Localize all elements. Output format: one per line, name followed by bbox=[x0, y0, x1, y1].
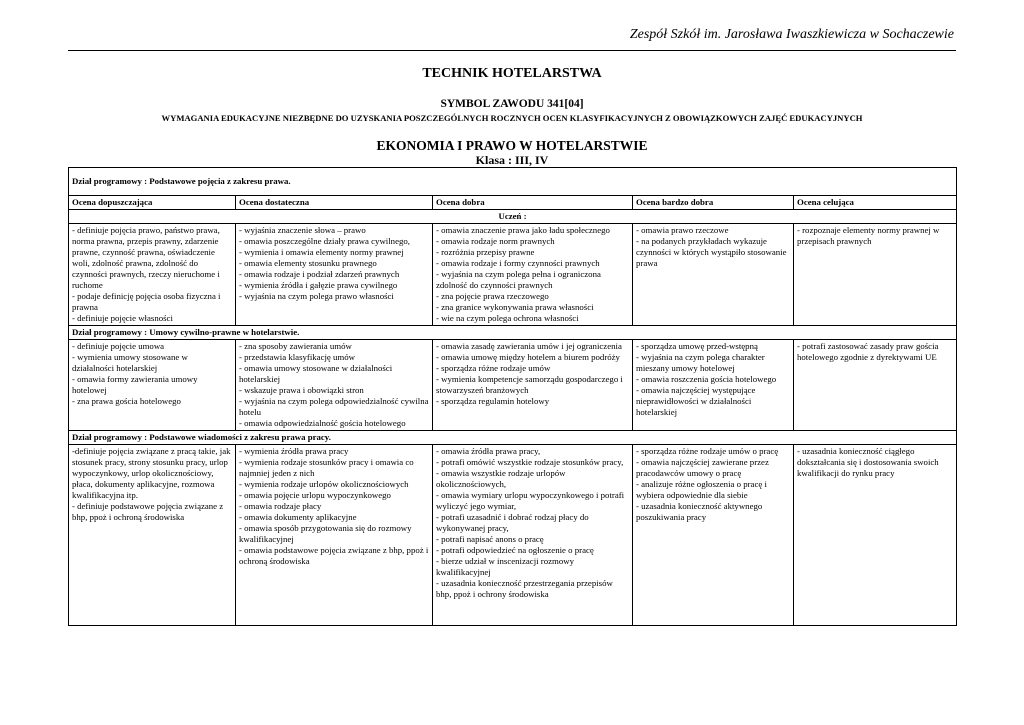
list-item: - omawia źródła prawa pracy, bbox=[436, 446, 541, 456]
list-item: - sporządza regulamin hotelowy bbox=[436, 396, 550, 406]
requirements-table bbox=[68, 167, 957, 626]
list-item: - wyjaśnia na czym polega prawo własności bbox=[239, 291, 394, 301]
list-item: - omawia rodzaje i podział zdarzeń prawnych bbox=[239, 269, 400, 279]
list-item: - wymienia źródła prawa pracy bbox=[239, 446, 349, 456]
list-item: - zna sposoby zawierania umów bbox=[239, 341, 352, 351]
grade-cell-dobra bbox=[433, 445, 633, 626]
list-item: - zna pojęcie prawa rzeczowego bbox=[436, 291, 549, 301]
list-item: - zna prawa gościa hotelowego bbox=[72, 396, 181, 406]
list-item: - omawia wymiary urlopu wypoczynkowego i potrafi wyliczyć jego wymiar, bbox=[436, 490, 625, 511]
table-row bbox=[69, 445, 957, 626]
list-item: - sporządza różne rodzaje umów o pracę bbox=[636, 446, 779, 456]
table-row bbox=[69, 224, 957, 326]
grade-cell-dostateczna bbox=[236, 445, 433, 626]
table-row bbox=[69, 340, 957, 431]
list-item: - omawia pojęcie urlopu wypoczynkowego bbox=[239, 490, 391, 500]
list-item: - omawia najczęściej zawierane przez pracodawców umowy o pracę bbox=[636, 457, 769, 478]
list-item: - wymienia rodzaje urlopów okolicznościowych bbox=[239, 479, 409, 489]
grade-cell-dobra bbox=[433, 340, 633, 431]
list-item: - omawia formy zawierania umowy hotelowej bbox=[72, 374, 198, 395]
requirements-heading: WYMAGANIA EDUKACYJNE NIEZBĘDNE DO UZYSKANIA POSZCZEGÓLNYCH ROCZNYCH OCEN KLASYFIKACYJNYCH Z OBOWIĄZKOWYCH ZAJĘĆ EDUKACYJNYCH bbox=[161, 113, 863, 123]
list-item: - definiuje pojęcie własności bbox=[72, 313, 173, 323]
list-item: - omawia rodzaje norm prawnych bbox=[436, 236, 555, 246]
grade-cell-celujaca bbox=[794, 224, 957, 326]
section-title: Dział programowy : Podstawowe pojęcia z zakresu prawa. bbox=[69, 168, 957, 196]
list-item: - wymienia umowy stosowane w działalności hotelarskiej bbox=[72, 352, 188, 373]
list-item: - potrafi zastosować zasady praw gościa hotelowego zgodnie z dyrektywami UE bbox=[797, 341, 939, 362]
column-header: Ocena bardzo dobra bbox=[633, 196, 794, 210]
uczen-label: Uczeń : bbox=[69, 210, 957, 224]
list-item: - bierze udział w inscenizacji rozmowy kwalifikacyjnej bbox=[436, 556, 575, 577]
list-item: - rozpoznaje elementy normy prawnej w przepisach prawnych bbox=[797, 225, 940, 246]
list-item: - omawia zasadę zawierania umów i jej ograniczenia bbox=[436, 341, 622, 351]
column-header: Ocena celująca bbox=[794, 196, 957, 210]
list-item: - wymienia i omawia elementy normy prawnej bbox=[239, 247, 404, 257]
list-item: - rozróżnia przepisy prawne bbox=[436, 247, 535, 257]
grade-cell-dopuszczajaca bbox=[69, 224, 236, 326]
list-item: - zna granice wykonywania prawa własności bbox=[436, 302, 594, 312]
list-item: - uzasadnia konieczność ciągłego dokształcania się i dostosowania swoich kwalifikacji do rynku pracy bbox=[797, 446, 939, 478]
list-item: - omawia roszczenia gościa hotelowego bbox=[636, 374, 777, 384]
list-item: - wyjaśnia na czym polega charakter mieszany umowy hotelowej bbox=[636, 352, 765, 373]
grade-cell-dopuszczajaca bbox=[69, 340, 236, 431]
list-item: - potrafi napisać anons o pracę bbox=[436, 534, 544, 544]
list-item: - uzasadnia konieczność aktywnego poszukiwania pracy bbox=[636, 501, 763, 522]
column-header: Ocena dobra bbox=[433, 196, 633, 210]
list-item: - potrafi odpowiedzieć na ogłoszenie o pracę bbox=[436, 545, 594, 555]
list-item: - omawia poszczególne działy prawa cywilnego, bbox=[239, 236, 410, 246]
list-item: - omawia rodzaje i formy czynności prawnych bbox=[436, 258, 600, 268]
school-name: Zespół Szkół im. Jarosława Iwaszkiewicza w Sochaczewie bbox=[629, 27, 954, 42]
list-item: - omawia sposób przygotowania się do rozmowy kwalifikacyjnej bbox=[239, 523, 412, 544]
list-item: - omawia wszystkie rodzaje urlopów okolicznościowych, bbox=[436, 468, 566, 489]
section-title: Dział programowy : Podstawowe wiadomości z zakresu prawa pracy. bbox=[69, 431, 957, 445]
list-item: -definiuje pojęcia związane z pracą takie, jak stosunek pracy, strony stosunku pracy, urlop wypoczynkowy, urlop okolicznościowy, płaca, dokumenty aplikacyjne, rozmowa kwalifikacyjna itp. bbox=[72, 446, 231, 500]
grade-cell-dopuszczajaca bbox=[69, 445, 236, 626]
list-item: - potrafi uzasadnić i dobrać rodzaj płacy do wykonywanej pracy, bbox=[436, 512, 589, 533]
list-item: - wyjaśnia na czym polega odpowiedzialność cywilna hotelu bbox=[239, 396, 429, 417]
list-item: - wymienia kompetencje samorządu gospodarczego i stowarzyszeń branżowych bbox=[436, 374, 623, 395]
list-item: - omawia odpowiedzialność gościa hotelowego bbox=[239, 418, 406, 428]
list-item: - wskazuje prawa i obowiązki stron bbox=[239, 385, 364, 395]
list-item: - wymienia źródła i gałęzie prawa cywilnego bbox=[239, 280, 398, 290]
list-item: - analizuje różne ogłoszenia o pracę i wybiera odpowiednie dla siebie bbox=[636, 479, 767, 500]
list-item: - uzasadnia konieczność przestrzegania przepisów bhp, ppoż i ochrony środowiska bbox=[436, 578, 613, 599]
list-item: - omawia dokumenty aplikacyjne bbox=[239, 512, 357, 522]
list-item: - omawia najczęściej występujące nieprawidłowości w działalności hotelarskiej bbox=[636, 385, 756, 417]
list-item: - omawia umowy stosowane w działalności hotelarskiej bbox=[239, 363, 393, 384]
grade-cell-dostateczna bbox=[236, 340, 433, 431]
section-title: Dział programowy : Umowy cywilno-prawne w hotelarstwie. bbox=[69, 326, 957, 340]
list-item: - wyjaśnia na czym polega pełna i ograniczona zdolność do czynności prawnych bbox=[436, 269, 601, 290]
header-divider bbox=[68, 50, 956, 51]
column-header: Ocena dopuszczająca bbox=[69, 196, 236, 210]
list-item: - definiuje podstawowe pojęcia związane z bhp, ppoż i ochroną środowiska bbox=[72, 501, 224, 522]
grade-cell-celujaca bbox=[794, 340, 957, 431]
list-item: - omawia prawo rzeczowe bbox=[636, 225, 729, 235]
grade-cell-bardzo-dobra bbox=[633, 224, 794, 326]
column-header: Ocena dostateczna bbox=[236, 196, 433, 210]
list-item: - potrafi omówić wszystkie rodzaje stosunków pracy, bbox=[436, 457, 624, 467]
list-item: - definiuje pojęcia prawo, państwo prawa, norma prawna, przepis prawny, zdarzenie prawne, czynność prawna, oświadczenie woli, zdolność prawna, zdolność do czynności prawnych, rzeczy nieruchome i ruchome bbox=[72, 225, 220, 290]
grade-cell-bardzo-dobra bbox=[633, 445, 794, 626]
list-item: - omawia umowę między hotelem a biurem podróży bbox=[436, 352, 620, 362]
list-item: - sporządza umowę przed-wstępną bbox=[636, 341, 758, 351]
list-item: - podaje definicję pojęcia osoba fizyczna i prawna bbox=[72, 291, 221, 312]
list-item: - omawia rodzaje płacy bbox=[239, 501, 322, 511]
list-item: - na podanych przykładach wykazuje czynności w których wystąpiło stosowanie prawa bbox=[636, 236, 787, 268]
grade-cell-dobra bbox=[433, 224, 633, 326]
list-item: - wymienia rodzaje stosunków pracy i omawia co najmniej jeden z nich bbox=[239, 457, 414, 478]
grade-cell-celujaca bbox=[794, 445, 957, 626]
list-item: - wyjaśnia znaczenie słowa – prawo bbox=[239, 225, 366, 235]
profession-symbol: SYMBOL ZAWODU 341[04] bbox=[440, 98, 584, 110]
page-title: TECHNIK HOTELARSTWA bbox=[422, 66, 602, 81]
list-item: - omawia podstawowe pojęcia związane z bhp, ppoż i ochroną środowiska bbox=[239, 545, 429, 566]
list-item: - wie na czym polega ochrona własności bbox=[436, 313, 579, 323]
list-item: - omawia znaczenie prawa jako ładu społecznego bbox=[436, 225, 610, 235]
grade-cell-dostateczna bbox=[236, 224, 433, 326]
list-item: - sporządza różne rodzaje umów bbox=[436, 363, 551, 373]
list-item: - definiuje pojęcie umowa bbox=[72, 341, 165, 351]
class-label: Klasa : III, IV bbox=[475, 153, 549, 167]
list-item: - przedstawia klasyfikację umów bbox=[239, 352, 356, 362]
subject-title: EKONOMIA I PRAWO W HOTELARSTWIE bbox=[376, 138, 648, 153]
grade-cell-bardzo-dobra bbox=[633, 340, 794, 431]
list-item: - omawia elementy stosunku prawnego bbox=[239, 258, 377, 268]
